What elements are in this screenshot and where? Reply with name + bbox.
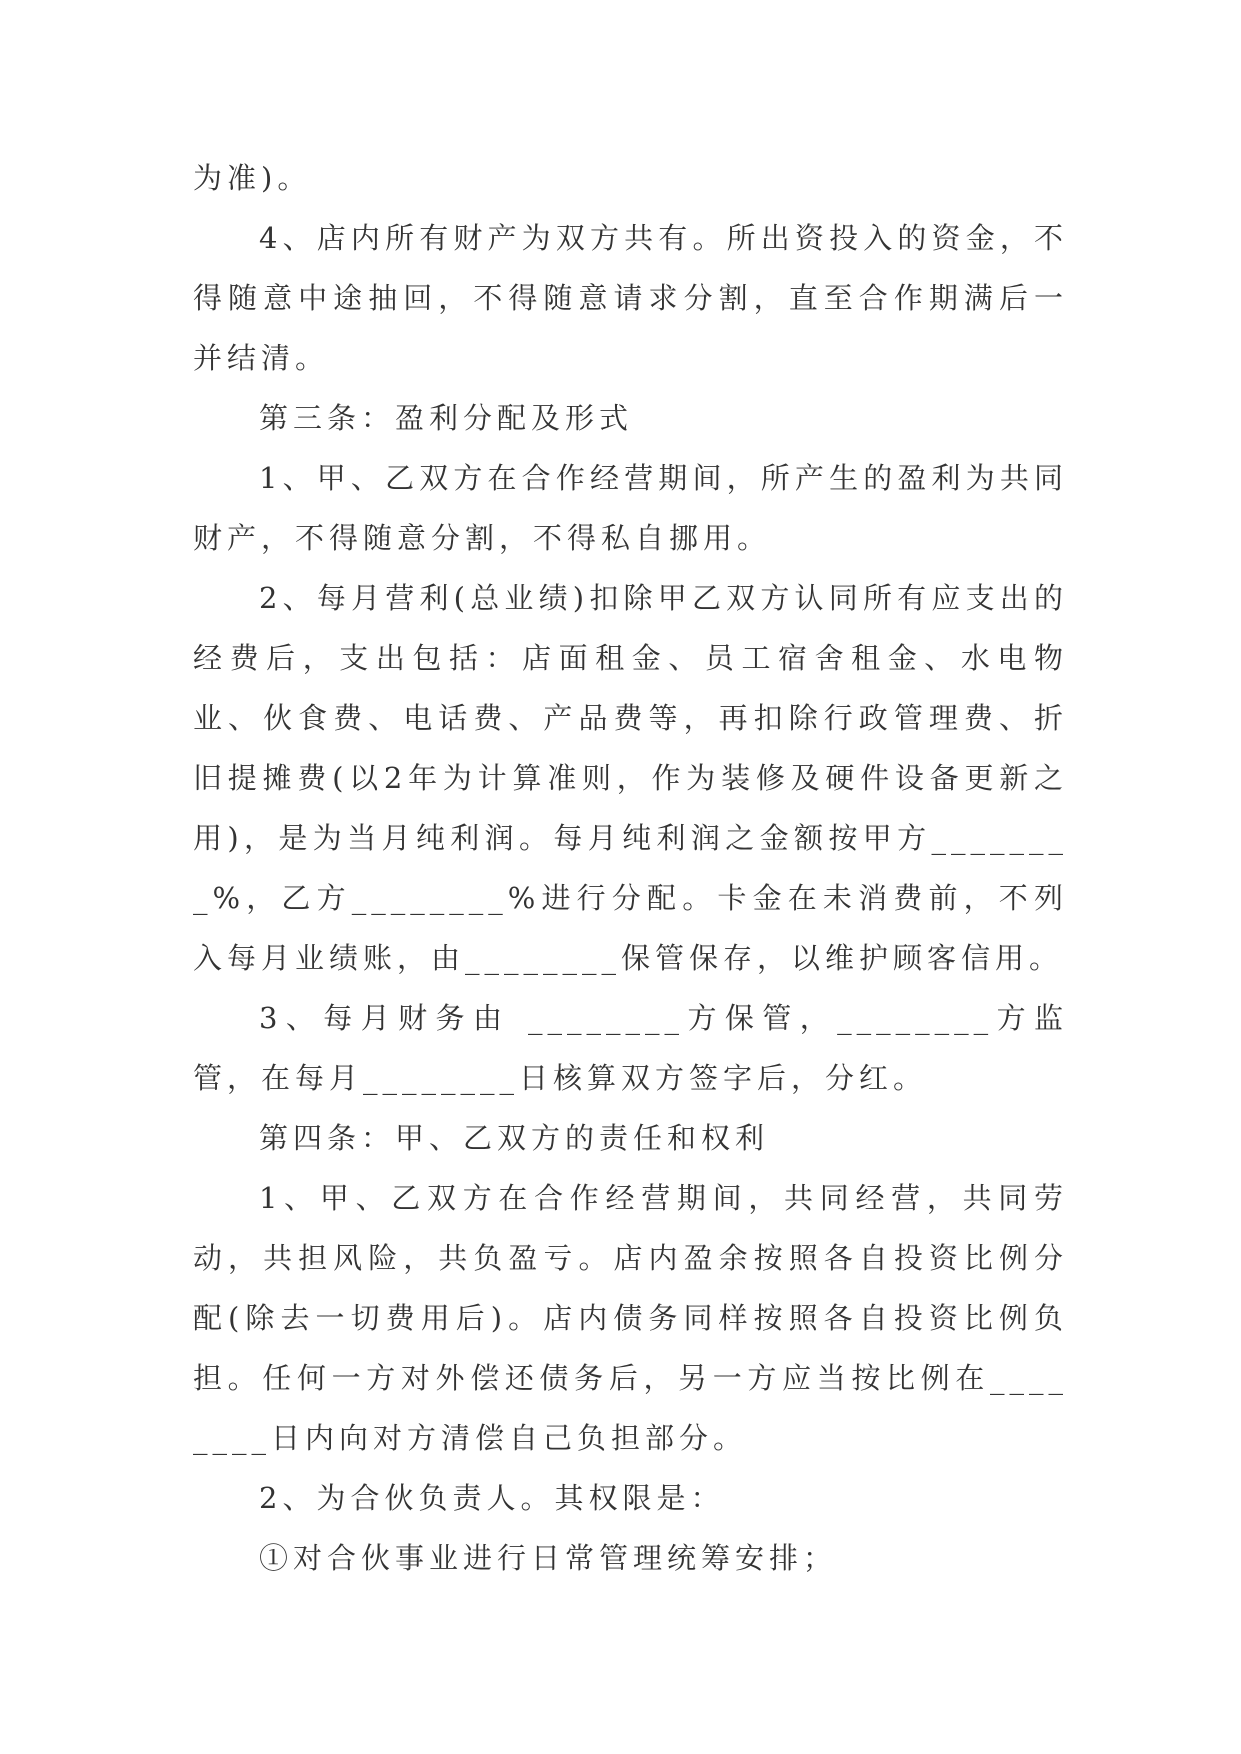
paragraph-clause-4-1: 1、甲、乙双方在合作经营期间，共同经营，共同劳动，共担风险，共负盈亏。店内盈余按照各自投资比例分配(除去一切费用后)。店内债务同样按照各自投资比例负担。任何一方对外偿还债务后，另一方应当按比例在________日内向对方清偿自己负担部分。 [193,1181,1068,1455]
paragraph-clause-3-1: 1、甲、乙双方在合作经营期间，所产生的盈利为共同财产，不得随意分割，不得私自挪用。 [193,461,1068,555]
paragraph-clause-4-2-item-1: ①对合伙事业进行日常管理统筹安排； [259,1541,838,1575]
document-body [193,148,1068,1588]
paragraph-clause-3-3: 3、每月财务由 ________方保管，________方监管，在每月________日核算双方签字后，分红。 [193,1001,1068,1095]
paragraph-clause-2-4: 4、店内所有财产为双方共有。所出资投入的资金，不得随意中途抽回，不得随意请求分割，直至合作期满后一并结清。 [193,221,1068,375]
section-heading-article-4: 第四条：甲、乙双方的责任和权利 [259,1121,770,1155]
paragraph-clause-4-2: 2、为合伙负责人。其权限是： [259,1481,725,1515]
paragraph-clause-3-2: 2、每月营利(总业绩)扣除甲乙双方认同所有应支出的经费后，支出包括：店面租金、员工宿舍租金、水电物业、伙食费、电话费、产品费等，再扣除行政管理费、折旧提摊费(以2年为计算准则，作为装修及硬件设备更新之用)，是为当月纯利润。每月纯利润之金额按甲方________%，乙方________%进行分配。卡金在未消费前，不列入每月业绩账，由________保管保存，以维护顾客信用。 [193,581,1068,975]
paragraph-continuation: 为准)。 [193,161,312,195]
section-heading-article-3: 第三条：盈利分配及形式 [259,401,634,435]
